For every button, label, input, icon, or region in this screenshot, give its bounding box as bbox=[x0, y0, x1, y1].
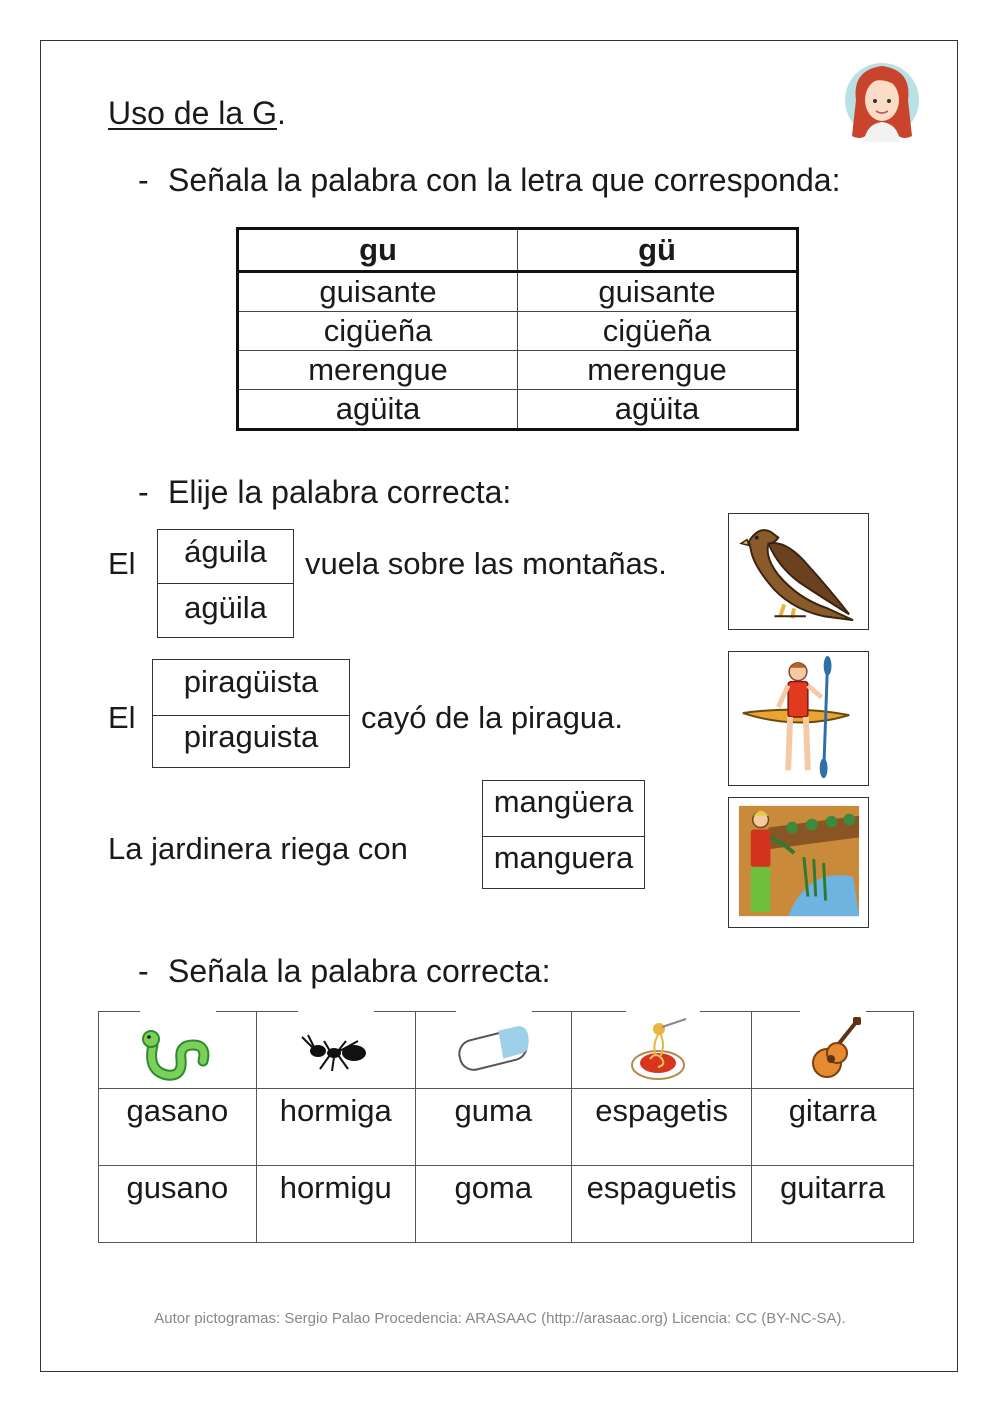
choice-option[interactable]: piragüista bbox=[153, 660, 349, 716]
sentence-2-after: cayó de la piragua. bbox=[361, 700, 623, 735]
teacher-avatar-icon bbox=[842, 56, 922, 142]
table-header-row bbox=[238, 229, 798, 272]
worm-icon bbox=[137, 1015, 217, 1085]
instruction-2 bbox=[138, 474, 511, 511]
spaghetti-icon bbox=[622, 1015, 702, 1085]
option-cell[interactable]: gasano bbox=[99, 1089, 257, 1166]
table-row bbox=[238, 390, 798, 430]
word-cell[interactable]: guisante bbox=[518, 272, 798, 312]
option-cell[interactable]: guitarra bbox=[752, 1166, 914, 1243]
word-cell[interactable]: cigüeña bbox=[238, 312, 518, 351]
eraser-icon bbox=[453, 1015, 533, 1085]
instruction-2-text: Elije la palabra correcta: bbox=[168, 474, 512, 510]
choice-option[interactable]: manguera bbox=[493, 840, 634, 875]
bullet-dash: - bbox=[138, 162, 149, 198]
option-cell[interactable]: gusano bbox=[99, 1166, 257, 1243]
choice-option[interactable]: mangüera bbox=[483, 781, 644, 837]
guitar-icon bbox=[793, 1015, 873, 1085]
icon-cell bbox=[571, 1012, 751, 1089]
options-row-1 bbox=[99, 1089, 914, 1166]
instruction-3 bbox=[138, 953, 550, 990]
sentence-1-before: El bbox=[108, 546, 136, 581]
choice-box-2 bbox=[152, 659, 350, 768]
gardener-picture bbox=[728, 797, 869, 928]
bullet-dash: - bbox=[138, 953, 149, 989]
header-gu: gu bbox=[238, 229, 518, 272]
icon-row bbox=[99, 1012, 914, 1089]
choice-box-1 bbox=[157, 529, 294, 638]
gardener-hose-icon bbox=[729, 798, 868, 927]
instruction-1 bbox=[138, 162, 840, 199]
choice-option[interactable]: águila bbox=[158, 530, 293, 584]
word-cell[interactable]: merengue bbox=[518, 351, 798, 390]
table-row bbox=[238, 312, 798, 351]
choice-option[interactable]: agüila bbox=[184, 590, 267, 625]
icon-cell bbox=[256, 1012, 415, 1089]
icon-cell bbox=[752, 1012, 914, 1089]
icon-cell bbox=[99, 1012, 257, 1089]
option-cell[interactable]: hormiga bbox=[256, 1089, 415, 1166]
table-row bbox=[238, 351, 798, 390]
sentence-1-after: vuela sobre las montañas. bbox=[305, 546, 667, 581]
word-choice-grid bbox=[98, 1012, 914, 1243]
header-gue: gü bbox=[518, 229, 798, 272]
choice-box-3 bbox=[482, 780, 645, 889]
option-cell[interactable]: guma bbox=[415, 1089, 571, 1166]
page-title bbox=[108, 95, 286, 132]
icon-cell bbox=[415, 1012, 571, 1089]
word-cell[interactable]: guisante bbox=[238, 272, 518, 312]
sentence-2-before: El bbox=[108, 700, 136, 735]
word-cell[interactable]: agüita bbox=[238, 390, 518, 430]
word-cell[interactable]: agüita bbox=[518, 390, 798, 430]
options-row-2 bbox=[99, 1166, 914, 1243]
gu-gue-table bbox=[236, 227, 799, 431]
option-cell[interactable]: gitarra bbox=[752, 1089, 914, 1166]
option-cell[interactable]: goma bbox=[415, 1166, 571, 1243]
option-cell[interactable]: espaguetis bbox=[571, 1166, 751, 1243]
instruction-3-text: Señala la palabra correcta: bbox=[168, 953, 551, 989]
canoeist-picture bbox=[728, 651, 869, 786]
instruction-1-text: Señala la palabra con la letra que corresponda: bbox=[168, 162, 841, 198]
option-cell[interactable]: hormigu bbox=[256, 1166, 415, 1243]
eagle-icon bbox=[729, 514, 868, 629]
credits-footer: Autor pictogramas: Sergio Palao Procedencia: ARASAAC (http://arasaac.org) Licencia: CC (BY-NC-SA). bbox=[154, 1310, 846, 1327]
eagle-picture bbox=[728, 513, 869, 630]
word-cell[interactable]: cigüeña bbox=[518, 312, 798, 351]
sentence-3-before: La jardinera riega con bbox=[108, 831, 408, 866]
word-cell[interactable]: merengue bbox=[238, 351, 518, 390]
title-period: . bbox=[276, 95, 286, 131]
table-row bbox=[238, 272, 798, 312]
canoeist-icon bbox=[729, 652, 868, 785]
bullet-dash: - bbox=[138, 474, 149, 510]
avatar bbox=[842, 56, 922, 142]
option-cell[interactable]: espagetis bbox=[571, 1089, 751, 1166]
title-text: Uso de la G bbox=[108, 95, 277, 131]
ant-icon bbox=[296, 1015, 376, 1085]
choice-option[interactable]: piraguista bbox=[183, 719, 319, 754]
